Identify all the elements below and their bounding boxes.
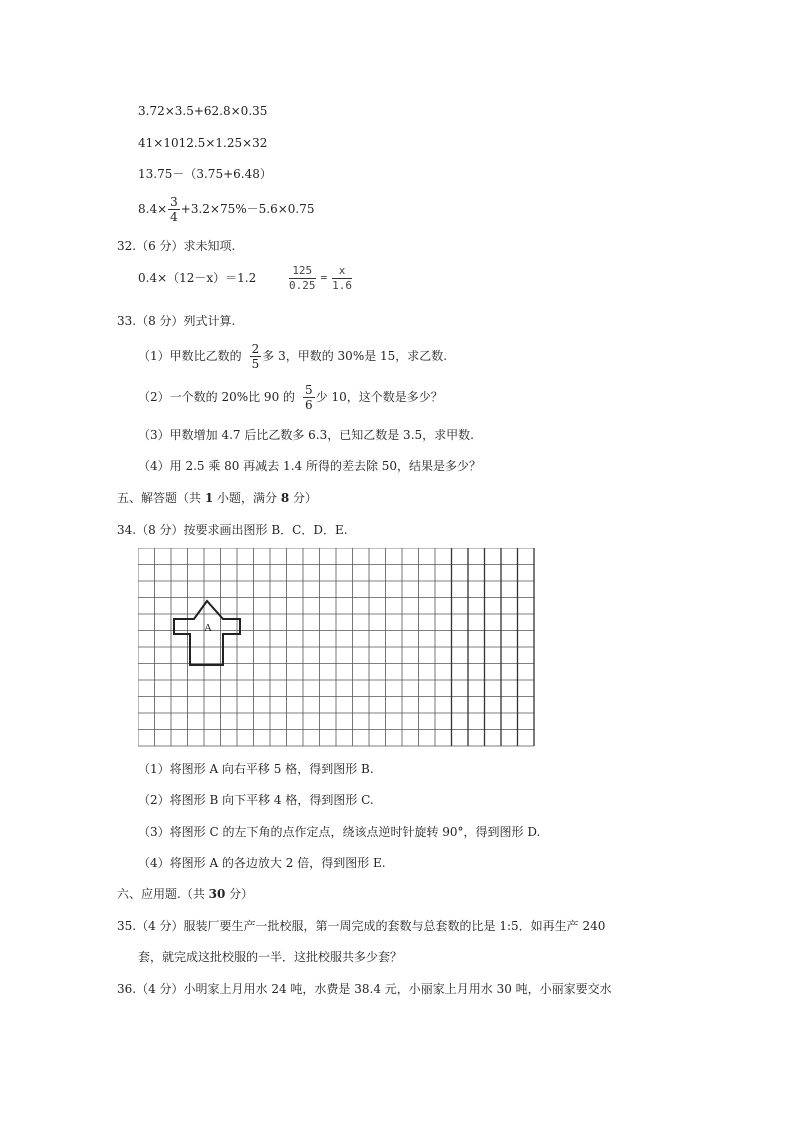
q34-item-4: （4）将图形 A 的各边放大 2 倍，得到图形 E. [138, 856, 386, 870]
q34-item-2: （2）将图形 B 向下平移 4 格，得到图形 C. [138, 793, 374, 807]
q35-line-1: 35.（4 分）服装厂要生产一批校服，第一周完成的套数与总套数的比是 1:5．如再生产 240 [117, 919, 606, 933]
q34-title: 34.（8 分）按要求画出图形 B．C．D．E. [117, 523, 348, 537]
fraction-denominator: 5 [251, 357, 260, 371]
calc-line-1: 3.72×3.5+62.8×0.35 [138, 104, 268, 118]
fraction-numerator: 2 [251, 342, 260, 356]
q34-grid [138, 548, 538, 758]
q33-item-4: （4）用 2.5 乘 80 再减去 1.4 所得的差去除 50，结果是多少？ [138, 459, 482, 473]
calc-line-4-fraction [168, 195, 180, 224]
calc-line-3: 13.75－（3.75+6.48） [138, 167, 272, 181]
q32-equation-2 [288, 263, 353, 293]
fraction-numerator: 5 [305, 383, 313, 397]
q36-line-1: 36.（4 分）小明家上月用水 24 吨，水费是 38.4 元，小丽家上月用水 30 吨，小丽家要交水 [117, 982, 612, 996]
q33-item-2-post: 少 10，这个数是多少？ [315, 390, 443, 404]
q32-equation-1: 0.4×（12－x）＝1.2 [138, 271, 257, 285]
section-6-heading [117, 886, 253, 902]
fraction-denominator: 6 [305, 398, 313, 412]
section-5-heading [117, 490, 317, 506]
q34-item-3: （3）将图形 C 的左下角的点作定点，绕该点逆时针旋转 90°，得到图形 D. [138, 825, 541, 839]
fraction-numerator: x [332, 264, 352, 279]
section-5-count: 1 [204, 491, 214, 505]
q33-item-2 [138, 380, 443, 414]
q32-eq2-fraction-right [332, 264, 352, 293]
calc-line-2: 41×1012.5×1.25×32 [138, 136, 268, 150]
fraction-numerator: 125 [289, 264, 316, 279]
fraction-denominator: 1.6 [332, 278, 352, 292]
q35-line-2: 套，就完成这批校服的一半．这批校服共多少套？ [138, 950, 403, 964]
q33-title: 33.（8 分）列式计算. [117, 314, 236, 328]
section-5-score: 8 [280, 491, 290, 505]
section-6-post: 分） [225, 887, 254, 901]
q33-item-3: （3）甲数增加 4.7 后比乙数多 6.3，已知乙数是 3.5，求甲数. [138, 428, 474, 442]
q33-item-1-fraction [250, 342, 262, 371]
calc-line-4-pre: 8.4× [138, 202, 168, 216]
calc-line-4 [138, 190, 315, 228]
section-6-score: 30 [208, 887, 226, 901]
q33-item-1 [138, 339, 447, 373]
q32-eq2-equals: = [320, 271, 328, 284]
q32-eq2-fraction-left [289, 264, 316, 293]
q33-item-1-pre: （1）甲数比乙数的 [138, 349, 242, 363]
fraction-numerator: 3 [170, 195, 178, 209]
fraction-denominator: 0.25 [289, 278, 316, 292]
shape-a-label: A [204, 622, 212, 634]
q33-item-2-pre: （2）一个数的 20%比 90 的 [138, 390, 296, 404]
q33-item-1-post: 多 3，甲数的 30%是 15，求乙数. [262, 349, 448, 363]
q33-item-2-fraction [303, 383, 315, 412]
section-6-pre: 六、应用题.（共 [117, 887, 209, 901]
calc-line-4-post: +3.2×75%－5.6×0.75 [180, 202, 315, 216]
section-5-mid: 小题，满分 [213, 491, 281, 505]
q32-title: 32.（6 分）求未知项. [117, 239, 236, 253]
section-5-post: 分） [289, 491, 318, 505]
grid-lines [138, 548, 534, 746]
section-5-pre: 五、解答题（共 [117, 491, 205, 505]
q34-item-1: （1）将图形 A 向右平移 5 格，得到图形 B. [138, 762, 374, 776]
fraction-denominator: 4 [170, 210, 178, 224]
